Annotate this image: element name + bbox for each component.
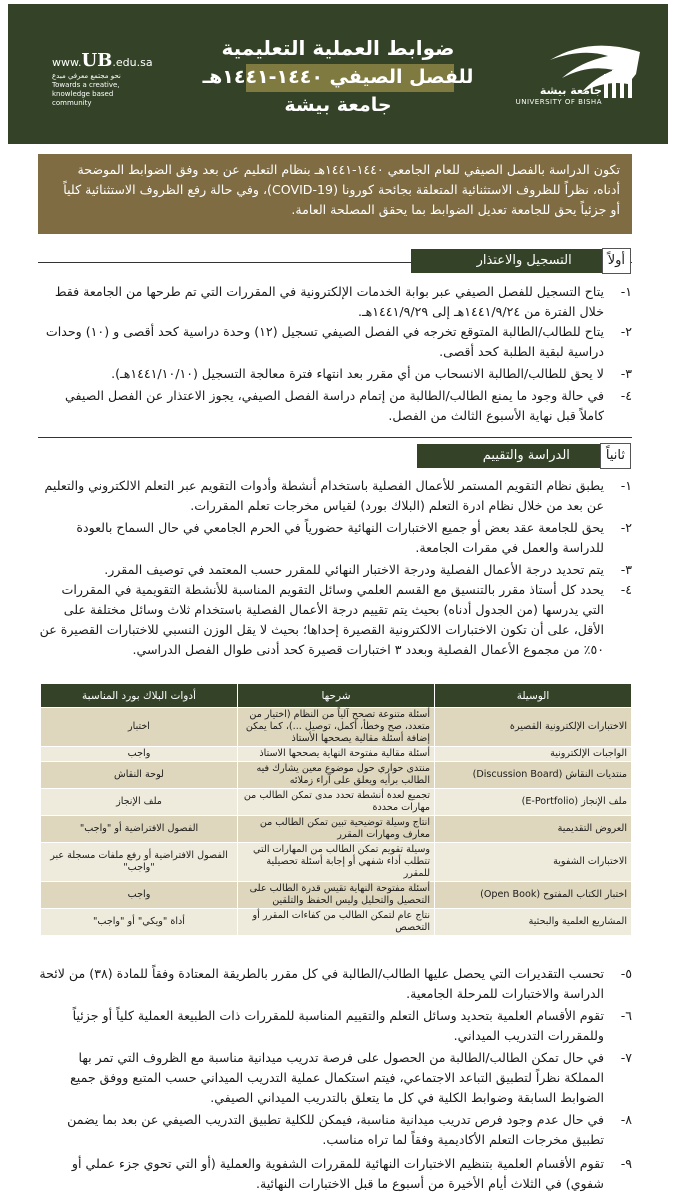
section-heading (411, 248, 631, 272)
table-cell: اختبار الكتاب المفتوح (Open Book) (435, 882, 632, 909)
slogan-ar: نحو مجتمع معرفي مبدع (52, 72, 121, 80)
table-cell: منتديات النقاش (Discussion Board) (435, 762, 632, 789)
table-cell: أسئلة متنوعة تصحح آلياً من النظام (اختيار من متعدد، صح وخطأ، أكمل، توصيل ...)، كما يمكن إضافة أسئلة مقالية يصححها الأستاذ (238, 708, 435, 747)
list-item: ١- يطبق نظام التقويم المستمر للأعمال الفصلية باستخدام أنشطة وأدوات التقويم عبر التعلم الالكتروني والتعليم عن بعد من خلال نظام ادرة التعلم (البلاك بورد) لقياس مخرجات تعلم المقررات. (44, 478, 632, 513)
table-cell: انتاج وسيلة توضيحية تبين تمكن الطالب من معارف ومهارات المقرر (238, 816, 435, 843)
logo-name-en: UNIVERSITY OF BISHA (515, 98, 602, 106)
list-item: ٦- تقوم الأقسام العلمية بتحديد وسائل التعلم والتقييم المناسبة للمقررات ذات الطبيعة العملية كلياً أو جزئياً وللمقررات التدريب الميداني. (72, 1008, 632, 1043)
table-cell: نتاج عام لتمكن الطالب من كفاءات المقرر أو التخصص (238, 909, 435, 936)
column-header: أدوات البلاك بورد المناسبة (41, 684, 238, 708)
table-row (41, 708, 632, 747)
university-logo (510, 34, 650, 114)
table-cell: أسئلة مفتوحة النهاية تقيس قدرة الطالب على التحصيل والتحليل وليس الحفظ والتلقين (238, 882, 435, 909)
table-cell: الفصول الافتراضية أو "واجب" (41, 816, 238, 843)
table-row (41, 762, 632, 789)
table-cell: الاختبارات الإلكترونية القصيرة (435, 708, 632, 747)
list-item: ٣- لا يحق للطالب/الطالبة الانسحاب من أي مقرر بعد انتهاء فترة معالجة التسجيل (١٤٤١/١٠/١٠هـ). (111, 366, 632, 381)
table-cell: الاختبارات الشفوية (435, 843, 632, 882)
table-cell: واجب (41, 882, 238, 909)
header-banner (8, 4, 668, 144)
list-item: ٤- في حالة وجود ما يمنع الطالب/الطالبة من إتمام دراسة الفصل الصيفي، يجوز الاعتذار عن الفصل الصيفي كاملاً قبل نهاية الأسبوع الثالث من الفصل. (65, 388, 632, 423)
table-row (41, 747, 632, 762)
table-cell: واجب (41, 747, 238, 762)
slogan-en: Towards a creative, knowledge based community (52, 81, 120, 107)
table-cell: وسيلة تقويم تمكن الطالب من المهارات التي تتطلب أداء شفهي أو إجابة أسئلة تحصيلية للمقرر (238, 843, 435, 882)
table-row (41, 843, 632, 882)
university-name: جامعة بيشة (284, 94, 392, 116)
intro-paragraph: تكون الدراسة بالفصل الصيفي للعام الجامعي ١٤٤٠-١٤٤١هـ بنظام التعليم عن بعد وفق الضوابط الموضحة أدناه، نظراً للظروف الاستثنائية المتعلقة بجائحة كورونا (COVID-19)، وفي حالة رفع الظروف الاستثنائية كلياً أو جزئياً يحق للجامعة تعديل الضوابط بما يحقق المصلحة العامة. (38, 154, 632, 234)
table-cell: الفصول الافتراضية أو رفع ملفات مسجلة عبر "واجب" (41, 843, 238, 882)
table-cell: لوحة النقاش (41, 762, 238, 789)
list-item: ٤- يحدد كل أستاذ مقرر بالتنسيق مع القسم العلمي وسائل التقويم المناسبة للأنشطة التقويمية في المقررات التي يدرسها (من الجدول أدناه) بحيث يتم تقييم درجة الأعمال الفصلية باستخدام ثلاث وسائل مختلفة على الأقل، على أن تكون الاختبارات الالكترونية القصيرة إحداها؛ بحيث لا يقل الوزن النسبي للاختبارات القصيرة عن ٥٠٪ من مجموع الأعمال الفصلية وبعدد ٣ اختبارات قصيرة كحد أدنى طوال الفصل الدراسي. (39, 582, 632, 657)
table-cell: ملف الإنجاز (41, 789, 238, 816)
logo-name-ar: جامعة بيشة (539, 84, 602, 97)
section-number: ثانياً (600, 443, 631, 469)
list-item: ٧- في حال تمكن الطالب/الطالبة من الحصول على فرصة تدريب ميدانية مناسبة مع الظروف التي تمر بها المملكة نظراً لتطبيق التباعد الاجتماعي، فيتم استكمال عملية التدريب الميداني حسب المتبع ووفق جميع الضوابط السابقة وضوابط الكلية في كل ما يتعلق بالتدريب الميداني الصيفي. (70, 1050, 632, 1105)
table-cell: أسئلة مقالية مفتوحة النهاية يصححها الاستاذ (238, 747, 435, 762)
table-cell: العروض التقديمية (435, 816, 632, 843)
list-item: ٣- يتم تحديد درجة الأعمال الفصلية ودرجة الاختبار النهائي للمقرر حسب المعتمد في توصيف المقرر. (104, 562, 632, 577)
list-item: ٥- تحسب التقديرات التي يحصل عليها الطالب/الطالبة في كل مقرر بالطريقة المعتادة وفقاً للمادة (٣٨) من لائحة الدراسة والاختبارات للمرحلة الجامعية. (39, 966, 632, 1001)
section-divider (38, 437, 632, 438)
table-cell: أداة "ويكي" أو "واجب" (41, 909, 238, 936)
ub-url: www.UB.edu.sa (52, 50, 153, 71)
table-row (41, 816, 632, 843)
table-cell: المشاريع العلمية والبحثية (435, 909, 632, 936)
table-cell: الواجبات الإلكترونية (435, 747, 632, 762)
table-row (41, 909, 632, 936)
section-label: الدراسة والتقييم (417, 444, 600, 468)
list-item: ٢- يحق للجامعة عقد بعض أو جميع الاختبارات النهائية حضورياً في الحرم الجامعي في حال السماح بالعودة للدراسة والعمل في مقرات الجامعة. (76, 520, 632, 555)
table-cell: منتدى حواري حول موضوع معين يشارك فيه الطالب برأيه ويعلق على آراء زملائه (238, 762, 435, 789)
assessment-table (40, 683, 632, 936)
doc-title: ضوابط العملية التعليمية (221, 36, 455, 60)
section-number: أولاً (602, 248, 631, 274)
table-cell: تجميع لعدة أنشطة تحدد مدى تمكن الطالب من مهارات محددة (238, 789, 435, 816)
list-item: ١- يتاح التسجيل للفصل الصيفي عبر بوابة الخدمات الإلكترونية في المقررات التي تم طرحها من الجامعة فقط خلال الفترة من ١٤٤١/٩/٢٤هـ إلى ١٤٤١/٩/٢٩هـ. (54, 284, 632, 319)
table-row (41, 789, 632, 816)
section-label: التسجيل والاعتذار (411, 249, 602, 273)
table-cell: اختبار (41, 708, 238, 747)
list-item: ٨- في حال عدم وجود فرص تدريب ميدانية مناسبة، فيمكن للكلية تطبيق التدريب الصيفي عن بعد بما يضمن تطبيق مخرجات التعلم الأكاديمية وفقاً لما تراه مناسب. (67, 1112, 632, 1147)
table-header-row (41, 684, 632, 708)
column-header: شرحها (238, 684, 435, 708)
list-item: ٢- يتاح للطالب/الطالبة المتوقع تخرجه في الفصل الصيفي تسجيل (١٢) وحدة دراسية كحد أقصى و (١٠) وحدات دراسية لبقية الطلبة كحد أقصى. (45, 324, 632, 359)
section-heading (417, 443, 631, 467)
doc-subtitle: للفصل الصيفي ١٤٤٠-١٤٤١هـ (202, 66, 474, 88)
column-header: الوسيلة (435, 684, 632, 708)
table-cell: ملف الإنجاز (E-Portfolio) (435, 789, 632, 816)
table-row (41, 882, 632, 909)
list-item: ٩- تقوم الأقسام العلمية بتنظيم الاختبارات النهائية للمقررات الشفوية والعملية (أو التي تحوي جزء عملي أو شفوي) في الثلاث أيام الأخيرة من أسبوع ما قبل الاختبارات النهائية. (71, 1156, 632, 1191)
